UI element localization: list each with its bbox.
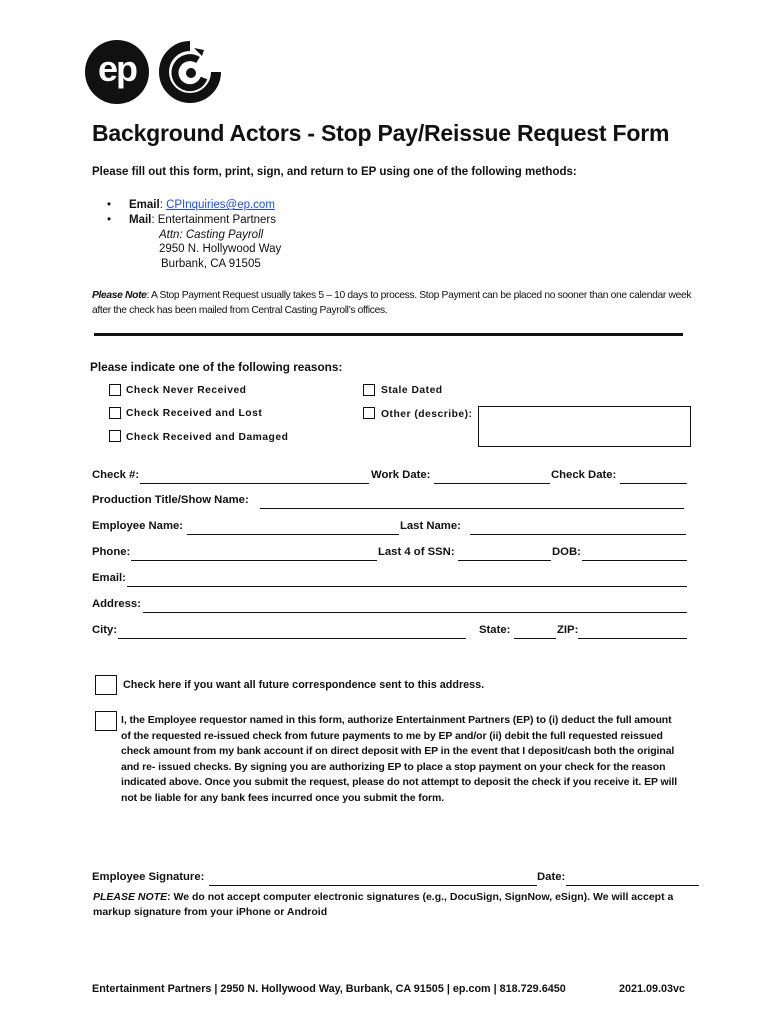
cp-arc-logo-icon	[158, 40, 222, 104]
state-field[interactable]	[514, 638, 556, 639]
city-label: City:	[92, 624, 118, 636]
work-date-label: Work Date:	[371, 469, 431, 481]
ep-logo-text: ep	[97, 48, 136, 89]
zip-field[interactable]	[578, 638, 687, 639]
reasons-heading: Please indicate one of the following reasons:	[90, 360, 343, 374]
email-link[interactable]: CPInquiries@ep.com	[166, 199, 275, 211]
authorization-text: I, the Employee requestor named in this form, authorize Entertainment Partners (EP) to (i) deduct the full amount of the requested re-issued check from future payments to me by EP and/or (ii) debit the full requested reissued check amount from my bank account if on direct deposit with EP in the event that I deposit/cash both the original and re- issued checks. By signing you are authorizing EP to place a stop payment on your check for the reason indicated above. Once you submit the request, please do not attempt to deposit the check if you receive it. EP will not be liable for any bank fees incurred once you submit the form.	[121, 714, 678, 804]
dob-field[interactable]	[582, 560, 687, 561]
phone-field[interactable]	[131, 560, 377, 561]
zip-label: ZIP:	[557, 624, 579, 636]
reason-received-lost-checkbox[interactable]	[109, 407, 121, 419]
email-label: Email:	[92, 572, 126, 584]
production-title-label: Production Title/Show Name:	[92, 494, 249, 506]
signature-date-label: Date:	[537, 871, 566, 883]
signature-date-field[interactable]	[566, 885, 699, 886]
reason-received-damaged-label: Check Received and Damaged	[126, 432, 289, 443]
reason-stale-dated-label: Stale Dated	[381, 385, 443, 396]
mail-attn: Attn: Casting Payroll	[159, 229, 264, 241]
form-version: 2021.09.03vc	[619, 983, 686, 995]
address-label: Address:	[92, 598, 141, 610]
employee-name-field[interactable]	[187, 534, 399, 535]
address-field[interactable]	[143, 612, 687, 613]
form-title: Background Actors - Stop Pay/Reissue Request Form	[92, 120, 670, 146]
mail-city: Burbank, CA 91505	[161, 258, 261, 270]
last-name-field[interactable]	[470, 534, 686, 535]
ep-logo	[85, 40, 149, 104]
reason-never-received-label: Check Never Received	[126, 385, 247, 396]
method-mail: • Mail: Entertainment Partners	[107, 214, 277, 226]
reason-other-checkbox[interactable]	[363, 407, 375, 419]
production-title-field[interactable]	[260, 508, 684, 509]
mail-street: 2950 N. Hollywood Way	[159, 243, 282, 255]
reason-received-lost-label: Check Received and Lost	[126, 408, 263, 419]
state-label: State:	[479, 624, 511, 636]
phone-label: Phone:	[92, 546, 131, 558]
authorization-checkbox[interactable]	[95, 711, 117, 731]
check-number-label: Check #:	[92, 469, 140, 481]
check-number-field[interactable]	[140, 483, 369, 484]
signature-label: Employee Signature:	[92, 871, 205, 883]
reason-received-damaged-checkbox[interactable]	[109, 430, 121, 442]
divider	[94, 333, 683, 336]
employee-name-label: Employee Name:	[92, 520, 184, 532]
other-describe-field[interactable]	[478, 406, 691, 447]
last-name-label: Last Name:	[400, 520, 461, 532]
city-field[interactable]	[118, 638, 466, 639]
signature-note: PLEASE NOTE: We do not accept computer electronic signatures (e.g., DocuSign, SignNow, eSign). We will accept a markup signature from your iPhone or Android	[93, 891, 674, 918]
reason-stale-dated-checkbox[interactable]	[363, 384, 375, 396]
check-date-label: Check Date:	[551, 469, 617, 481]
email-field[interactable]	[127, 586, 687, 587]
ssn-last4-field[interactable]	[458, 560, 551, 561]
reason-other-label: Other (describe):	[381, 409, 473, 420]
signature-field[interactable]	[209, 885, 537, 886]
intro-text: Please fill out this form, print, sign, and return to EP using one of the following methods:	[92, 166, 577, 178]
dob-label: DOB:	[552, 546, 581, 558]
stop-payment-note: Please Note: A Stop Payment Request usually takes 5 – 10 days to process. Stop Payment can be placed no sooner than one calendar week after the check has been mailed from Central Casting Payroll’s offices.	[92, 290, 692, 316]
correspondence-label: Check here if you want all future correspondence sent to this address.	[123, 679, 485, 691]
check-date-field[interactable]	[620, 483, 687, 484]
reason-never-received-checkbox[interactable]	[109, 384, 121, 396]
footer-text: Entertainment Partners | 2950 N. Hollywood Way, Burbank, CA 91505 | ep.com | 818.729.6450	[92, 983, 566, 995]
ssn-last4-label: Last 4 of SSN:	[378, 546, 455, 558]
method-email: • Email: CPInquiries@ep.com	[107, 199, 275, 211]
work-date-field[interactable]	[434, 483, 550, 484]
correspondence-checkbox[interactable]	[95, 675, 117, 695]
